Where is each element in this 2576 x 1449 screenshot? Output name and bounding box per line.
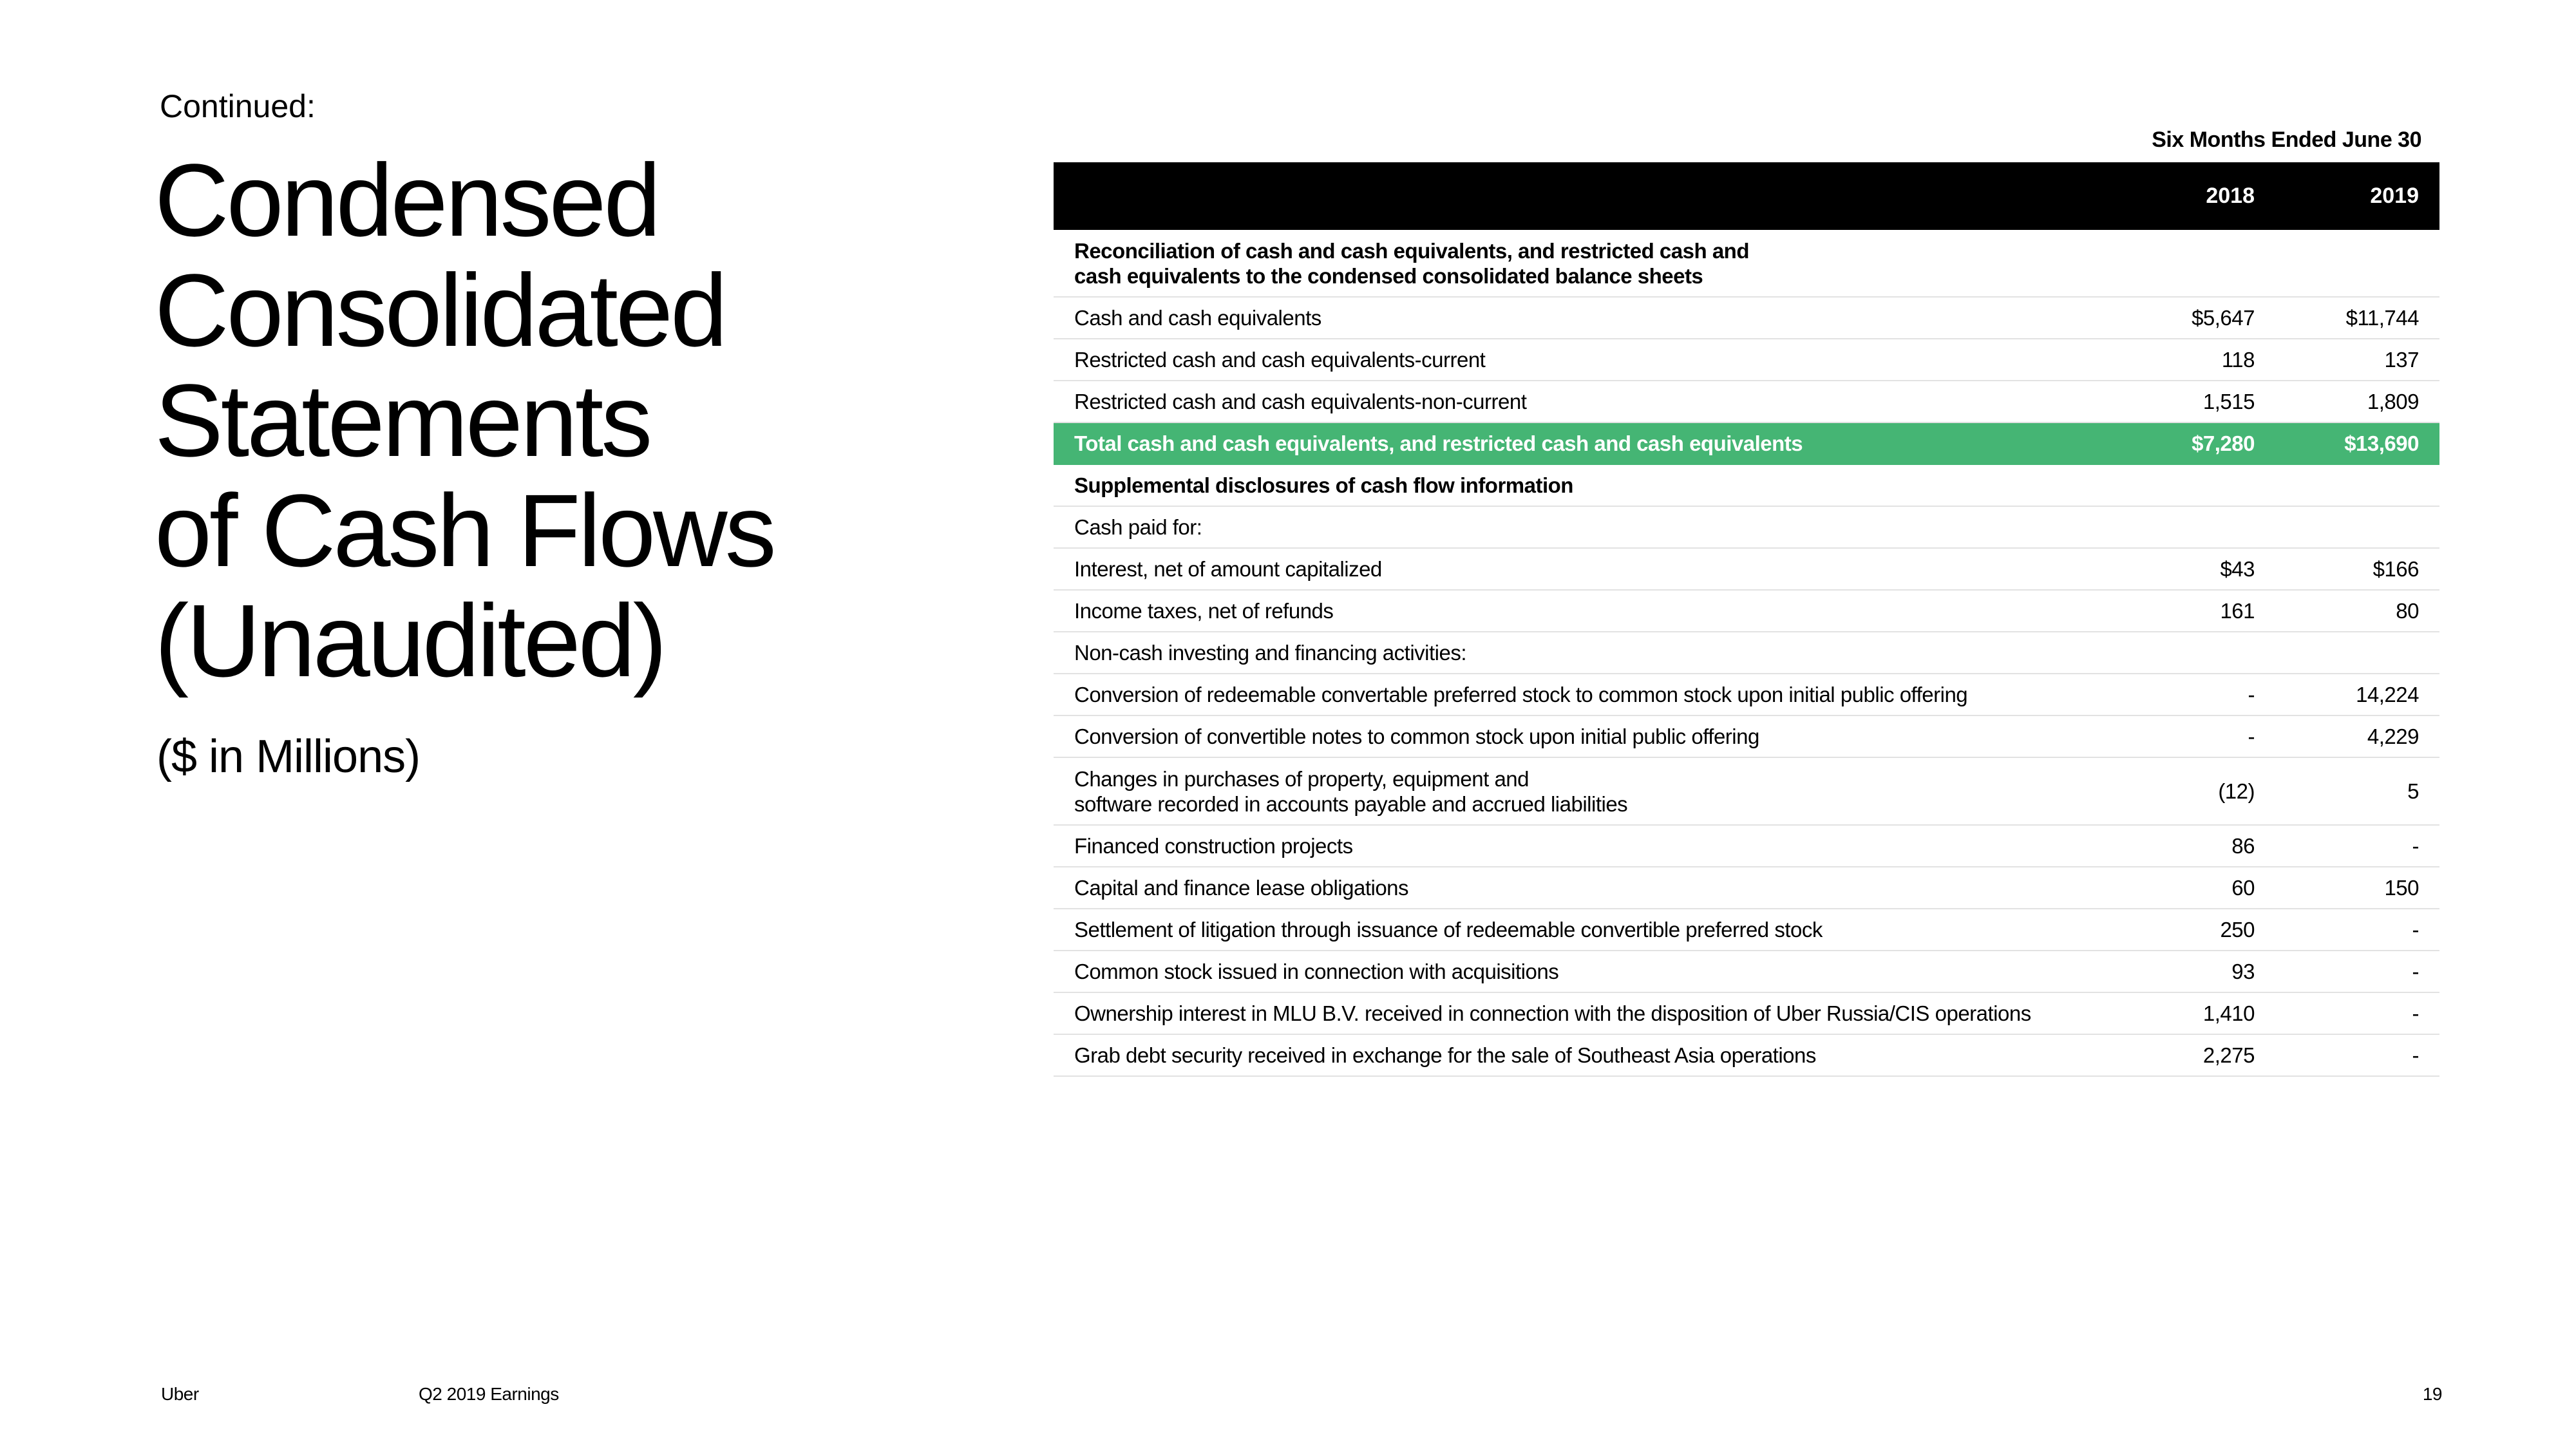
row-label-line: Grab debt security received in exchange for the sale of Southeast Asia operations: [1074, 1043, 1816, 1067]
row-label: [1054, 305, 2090, 330]
row-label: [1054, 556, 2090, 582]
row-label-line: Income taxes, net of refunds: [1074, 599, 1334, 623]
table-row: [1054, 909, 2439, 951]
row-label-line: Financed construction projects: [1074, 834, 1353, 858]
value-2019: $11,744: [2345, 305, 2419, 330]
row-label-line: Total cash and cash equivalents, and restricted cash and cash equivalents: [1074, 431, 1803, 455]
page-number: 19: [2422, 1384, 2442, 1404]
row-label: [1054, 917, 2090, 942]
value-2019: $166: [2372, 556, 2419, 581]
table-row: [1054, 381, 2439, 423]
column-header-2018: 2018: [2206, 184, 2255, 208]
title-line: of Cash Flows: [155, 473, 774, 588]
value-2018: 60: [2231, 875, 2255, 900]
footer-report: Q2 2019 Earnings: [419, 1384, 559, 1404]
value-2018: 86: [2231, 833, 2255, 858]
value-2019: -: [2412, 917, 2419, 942]
table-row: [1054, 1035, 2439, 1077]
value-2018: $43: [2220, 556, 2255, 581]
table-row: [1054, 339, 2439, 381]
row-label: [1054, 238, 2090, 289]
row-label-line: software recorded in accounts payable and accrued liabilities: [1074, 791, 1628, 816]
value-2018: $7,280: [2192, 431, 2255, 455]
table-row: [1054, 549, 2439, 591]
row-label-line: Settlement of litigation through issuance of redeemable convertible preferred stock: [1074, 918, 1823, 942]
row-label-line: Capital and finance lease obligations: [1074, 876, 1409, 900]
row-label-line: Cash paid for:: [1074, 515, 1202, 539]
row-label: [1054, 875, 2090, 900]
row-label-line: Non-cash investing and financing activities:: [1074, 641, 1467, 665]
table-row: [1054, 716, 2439, 758]
table-row: [1054, 867, 2439, 909]
value-2019: -: [2412, 959, 2419, 983]
table-row: [1054, 826, 2439, 867]
value-2018: 250: [2220, 917, 2255, 942]
row-label: [1054, 640, 2090, 665]
row-label-line: Restricted cash and cash equivalents-current: [1074, 348, 1486, 372]
value-2018: 1,515: [2202, 389, 2255, 413]
table-row: [1054, 632, 2439, 674]
value-2018: 161: [2220, 598, 2255, 623]
value-2019: $13,690: [2344, 431, 2419, 455]
title-line: (Unaudited): [155, 583, 665, 698]
value-2019: 14,224: [2356, 682, 2419, 706]
table-row: [1054, 591, 2439, 632]
value-2019: -: [2412, 833, 2419, 858]
value-2019: 4,229: [2367, 724, 2419, 748]
value-2019: 5: [2407, 779, 2419, 803]
row-label-line: cash equivalents to the condensed consolidated balance sheets: [1074, 263, 1703, 288]
value-2019: 150: [2384, 875, 2419, 900]
row-label: [1054, 833, 2090, 858]
value-2018: -: [2248, 682, 2255, 706]
row-label: [1054, 389, 2090, 414]
table-row: [1054, 758, 2439, 826]
table-row: [1054, 993, 2439, 1035]
row-label-line: Conversion of redeemable convertable preferred stock to common stock upon initial public offering: [1074, 683, 1968, 706]
title-line: Consolidated: [155, 252, 725, 368]
value-2018: 1,410: [2202, 1001, 2255, 1025]
value-2019: -: [2412, 1043, 2419, 1067]
table-row: [1054, 298, 2439, 339]
table-row: [1054, 507, 2439, 549]
value-2019: 137: [2384, 347, 2419, 372]
value-2018: 2,275: [2202, 1043, 2255, 1067]
row-label-line: Interest, net of amount capitalized: [1074, 557, 1382, 581]
value-2018: -: [2248, 724, 2255, 748]
column-header-2019: 2019: [2370, 184, 2419, 208]
title-line: Condensed: [155, 142, 659, 258]
section-heading-row: [1054, 465, 2439, 507]
row-label: [1054, 959, 2090, 984]
value-2018: (12): [2218, 779, 2255, 803]
row-label: [1054, 515, 2090, 540]
row-label: [1054, 1001, 2090, 1026]
row-label-line: Cash and cash equivalents: [1074, 306, 1321, 330]
value-2019: 1,809: [2367, 389, 2419, 413]
value-2019: 80: [2396, 598, 2419, 623]
table-row: [1054, 951, 2439, 993]
cash-flow-table: [1054, 162, 2439, 1077]
row-label: [1054, 347, 2090, 372]
row-label-line: Ownership interest in MLU B.V. received in connection with the disposition of Uber Russia/CIS operations: [1074, 1001, 2031, 1025]
row-label: [1054, 431, 2090, 456]
row-label: [1054, 1043, 2090, 1068]
row-label-line: Restricted cash and cash equivalents-non-current: [1074, 390, 1527, 413]
row-label-line: Reconciliation of cash and cash equivalents, and restricted cash and: [1074, 238, 1749, 263]
row-label: [1054, 766, 2090, 817]
row-label: [1054, 473, 2090, 498]
page-title: [155, 142, 927, 698]
footer-company: Uber: [161, 1384, 199, 1404]
value-2018: 118: [2221, 347, 2255, 372]
units-subtitle: ($ in Millions): [156, 731, 421, 782]
row-label: [1054, 682, 2090, 707]
title-line: Statements: [155, 363, 650, 478]
continued-label: Continued:: [160, 88, 316, 124]
value-2019: -: [2412, 1001, 2419, 1025]
row-label-line: Changes in purchases of property, equipment and: [1074, 766, 1530, 791]
total-row: [1054, 423, 2439, 465]
period-heading: Six Months Ended June 30: [2152, 128, 2421, 152]
row-label: [1054, 598, 2090, 623]
row-label-line: Conversion of convertible notes to common stock upon initial public offering: [1074, 724, 1759, 748]
value-2018: 93: [2231, 959, 2255, 983]
value-2018: $5,647: [2192, 305, 2255, 330]
row-label-line: Common stock issued in connection with acquisitions: [1074, 960, 1559, 983]
row-label: [1054, 724, 2090, 749]
table-row: [1054, 230, 2439, 298]
table-row: [1054, 674, 2439, 716]
table-header: [1054, 162, 2439, 230]
row-label-line: Supplemental disclosures of cash flow information: [1074, 473, 1573, 497]
